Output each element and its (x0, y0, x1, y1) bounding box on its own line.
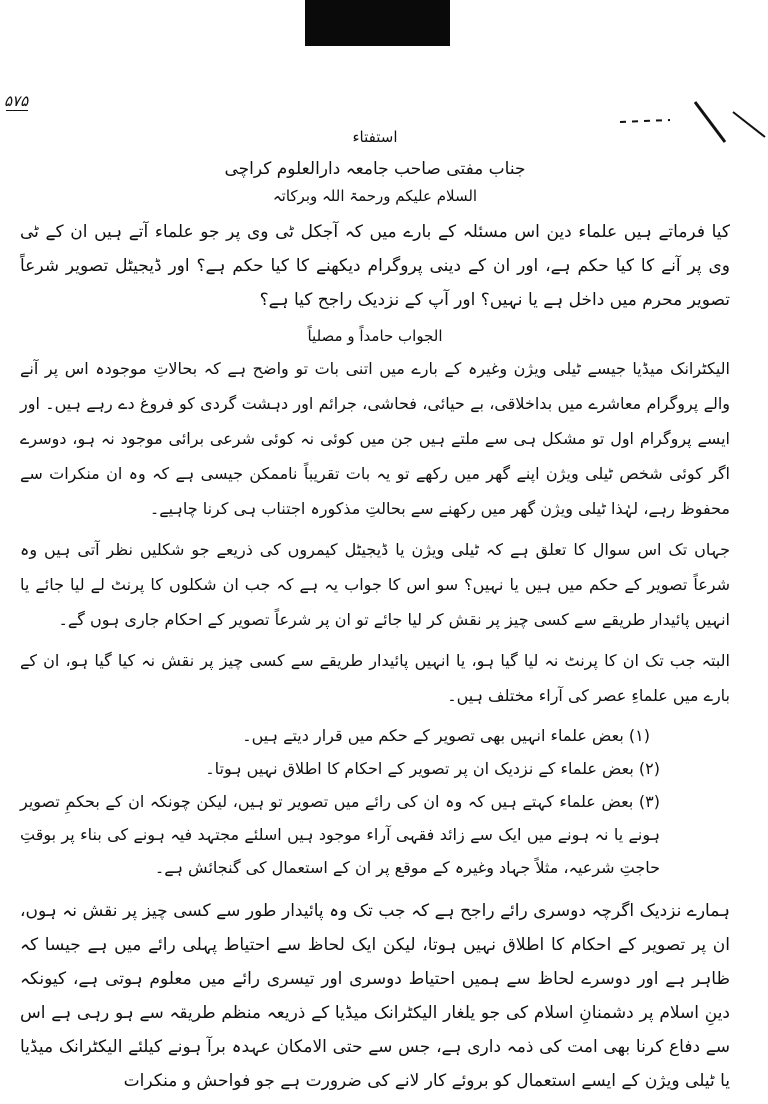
answer-paragraph-3: البتہ جب تک ان کا پرنٹ نہ لیا گیا ہو، یا انہیں پائیدار طریقے سے کسی چیز پر نقش نہ کیا گیا ہو، ان کے بارے میں علماءِ عصر کی آراء مختلف ہیں۔ (20, 651, 730, 705)
answer-paragraph-1: الیکٹرانک میڈیا جیسے ٹیلی ویژن وغیرہ کے بارے میں اتنی بات تو واضح ہے کہ بحالاتِ موجودہ اس پر آنے والے پروگرام معاشرے میں بداخلاقی، بے حیائی، فحاشی، جرائم اور دہشت گردی کو فروغ دے رہے ہیں۔ اور ایسے پروگرام اول تو مشکل ہی سے ملتے ہیں جن میں کوئی نہ کوئی شرعی برائی موجود نہ ہو، دوسرے اگر کوئی شخص ٹیلی ویژن اپنے گھر میں رکھے تو یہ بات تقریباً ناممکن جیسی ہے کہ وہ ان منکرات سے محفوظ رہے، لہٰذا ٹیلی ویژن گھر میں رکھنے سے بحالتِ مذکورہ اجتناب ہی کرنا چاہیے۔ (20, 359, 730, 518)
question-paragraph: کیا فرماتے ہیں علماء دین اس مسئلہ کے بارے میں کہ آجکل ٹی وی پر جو علماء آتے ہیں ان کے ٹی وی پر آنے کا کیا حکم ہے، اور ان کے دینی پروگرام دیکھنے کا کیا حکم ہے؟ اور ڈیجیٹل تصویر شرعاً تصویر محرم میں داخل ہے یا نہیں؟ اور آپ کے نزدیک راجح کیا ہے؟ (20, 222, 730, 310)
answer-paragraph-2: جہاں تک اس سوال کا تعلق ہے کہ ٹیلی ویژن یا ڈیجیٹل کیمروں کی ذریعے جو شکلیں نظر آتی ہیں وہ شرعاً تصویر کے حکم میں ہیں یا نہیں؟ سو اس کا جواب یہ ہے کہ جب ان شکلوں کا پرنٹ لے لیا جائے یا انہیں پائیدار طریقے سے کسی چیز پر نقش کر لیا جائے تو ان پر شرعاً تصویر کے احکام جاری ہوں گے۔ (20, 540, 730, 629)
opinion-item-3: (۳) بعض علماء کہتے ہیں کہ وہ ان کی رائے میں تصویر تو ہیں، لیکن چونکہ ان کے بحکمِ تصویر ہونے یا نہ ہونے میں ایک سے زائد فقہی آراء موجود ہیں اسلئے مجتہد فیہ ہونے کی بناء پر بوقتِ حاجتِ شرعیہ، مثلاً جہاد وغیرہ کے موقع پر ان کے استعمال کی گنجائش ہے۔ (20, 792, 660, 877)
redaction-bar (305, 0, 450, 46)
conclusion-paragraph: ہمارے نزدیک اگرچہ دوسری رائے راجح ہے کہ جب تک وہ پائیدار طور سے کسی چیز پر نقش نہ ہوں، ان پر تصویر کے احکام کا اطلاق نہیں ہوتا، لیکن ایک لحاظ سے احتیاط پہلی رائے میں ہے جیسا کہ ظاہر ہے اور دوسرے لحاظ سے ہمیں احتیاط دوسری اور تیسری رائے میں معلوم ہوتی ہے، کیونکہ دینِ اسلام پر دشمنانِ اسلام کی جو یلغار الیکٹرانک میڈیا کے ذریعہ منظم طریقہ سے ہو رہی ہے اس سے دفاع کرنا بھی امت کی ذمہ داری ہے، جس سے حتی الامکان عہدہ برآ ہونے کیلئے الیکٹرانک میڈیا یا ٹیلی ویژن کے ایسے استعمال کو بروئے کار لانے کی ضرورت ہے جو فواحش و منکرات (20, 901, 730, 1091)
opinion-item-2: (۲) بعض علماء کے نزدیک ان پر تصویر کے احکام کا اطلاق نہیں ہوتا۔ (205, 759, 660, 778)
answer-heading: الجواب حامداً و مصلیاً (307, 327, 443, 345)
page-number: ۵۷۵ (4, 92, 29, 110)
opinion-item-1: (۱) بعض علماء انہیں بھی تصویر کے حکم میں قرار دیتے ہیں۔ (242, 726, 650, 745)
fatwa-page (20, 120, 730, 1104)
addressee-line: جناب مفتی صاحب جامعہ دارالعلوم کراچی (224, 159, 526, 179)
document-title: استفتاء (352, 128, 398, 146)
salutation-line: السلام علیکم ورحمۃ اللہ وبرکاتہ (272, 187, 478, 205)
